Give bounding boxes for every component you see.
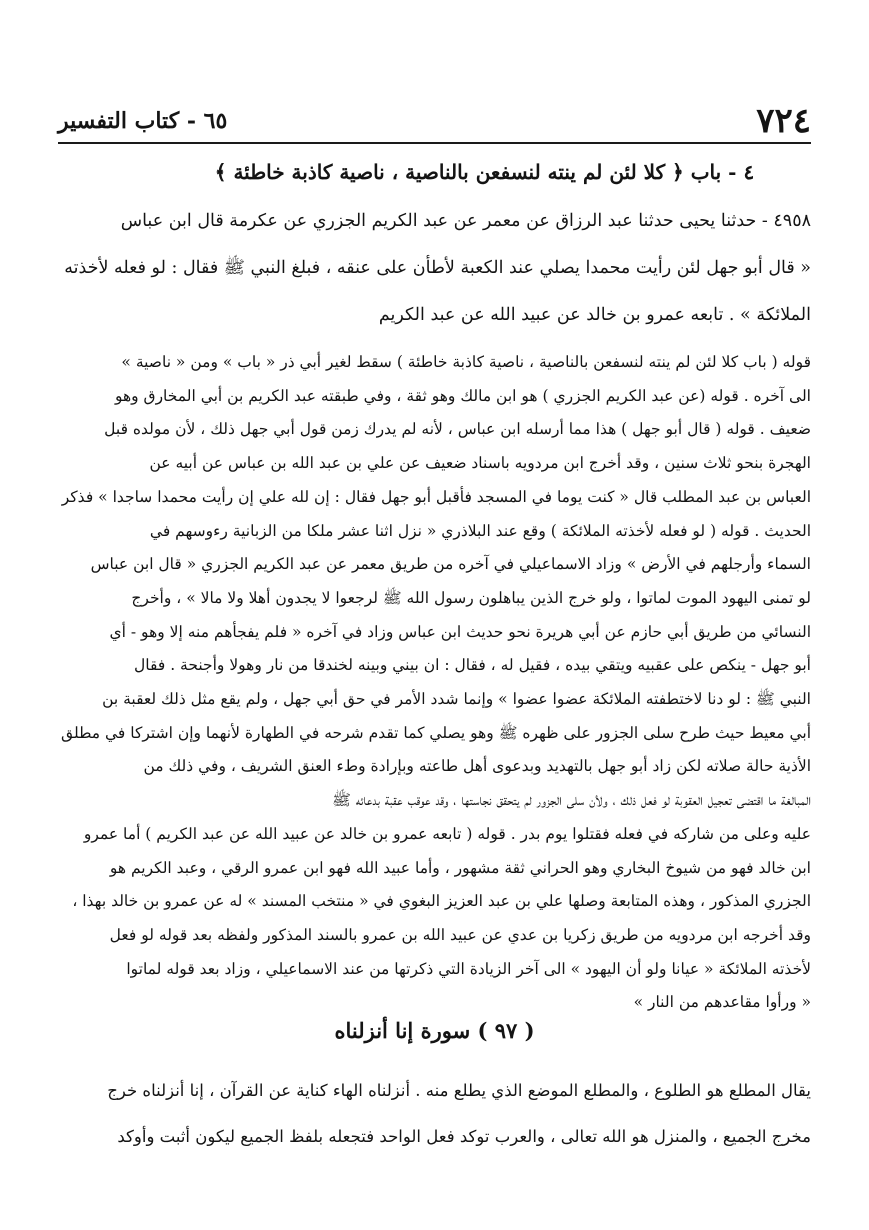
surah-heading: ( ٩٧ ) سورة إنا أنزلناه: [334, 1018, 535, 1043]
running-title: ٦٥ - كتاب التفسير: [58, 108, 228, 134]
commentary-line: لأخذته الملائكة « عيانا ولو أن اليهود » الى آخر الزيادة التي ذكرتها من عند الاسماعيلي ، وزاد بعد قوله لماتوا: [126, 959, 811, 978]
hadith-line: « قال أبو جهل لئن رأيت محمدا يصلي عند الكعبة لأطأن على عنقه ، فبلغ النبي ﷺ فقال : لو فعله لأخذته: [64, 258, 811, 278]
commentary-line: النسائي من طريق أبي حازم عن أبي هريرة نحو حديث ابن عباس وزاد في آخره « فلم يفجأهم منه إلا وهو - أي: [109, 622, 811, 641]
commentary-line: المبالغة ما اقتضى تعجيل العقوبة لو فعل ذلك ، ولأن سلى الجزور لم يتحقق نجاستها ، وقد عوقب عقبة بدعائه ﷺ: [332, 791, 811, 810]
commentary-line: النبي ﷺ : لو دنا لاختطفته الملائكة عضوا عضوا » وإنما شدد الأمر في حق أبي جهل ، ولم يقع مثل ذلك لعقبة بن: [102, 690, 811, 709]
chapter-heading: ٤ - باب ﴿ كلا لئن لم ينته لنسفعن بالناصية ، ناصية كاذبة خاطئة ﴾: [214, 160, 755, 184]
commentary-line: السماء وأرجلهم في الأرض » وزاد الاسماعيلي في آخره من طريق معمر عن عبد الكريم الجزري « قال ابن عباس: [90, 555, 811, 574]
commentary-line: الحديث . قوله ( لو فعله لأخذته الملائكة ) وقع عند البلاذري « نزل اثنا عشر ملكا من الزبانية رءوسهم في: [149, 521, 811, 540]
commentary-line: أبو جهل - ينكص على عقبيه ويتقي بيده ، فقيل له ، فقال : ان بيني وبينه لخندقا من نار وهولا وأجنحة . فقال: [134, 656, 811, 675]
hadith-text: [58, 198, 811, 339]
commentary-text: [58, 346, 811, 1020]
commentary-line: الهجرة بنحو ثلاث سنين ، وقد أخرج ابن مردويه باسناد ضعيف عن علي بن عبد الله بن عباس عن أبيه عن: [149, 454, 811, 473]
commentary-line: الى آخره . قوله (عن عبد الكريم الجزري ) هو ابن مالك وهو ثقة ، وفي طبقته عبد الكريم بن أبي المخارق وهو: [114, 386, 811, 405]
surah-text: [58, 1068, 811, 1160]
surah-line: مخرج الجميع ، والمنزل هو الله تعالى ، والعرب توكد فعل الواحد فتجعله بلفظ الجميع ليكون أثبت وأوكد: [117, 1127, 811, 1146]
hadith-line: ٤٩٥٨ - حدثنا يحيى حدثنا عبد الرزاق عن معمر عن عبد الكريم الجزري عن عكرمة قال ابن عباس: [120, 211, 811, 231]
page-number: ٧٢٤: [756, 101, 811, 141]
commentary-line: ضعيف . قوله ( قال أبو جهل ) هذا مما أرسله ابن عباس ، لأنه لم يدرك زمن قول أبي جهل ذلك ، لأن مولده قبل: [104, 420, 811, 439]
commentary-line: العباس بن عبد المطلب قال « كنت يوما في المسجد فأقبل أبو جهل فقال : إن لله علي إن رأيت محمدا ساجدا » فذكر: [61, 487, 811, 506]
surah-line: يقال المطلع هو الطلوع ، والمطلع الموضع الذي يطلع منه . أنزلناه الهاء كناية عن القرآن ، إنا أنزلناه خرج: [107, 1081, 811, 1100]
commentary-line: قوله ( باب كلا لئن لم ينته لنسفعن بالناصية ، ناصية كاذبة خاطئة ) سقط لغير أبي ذر « باب » ومن « ناصية »: [121, 353, 811, 371]
commentary-line: لو تمنى اليهود الموت لماتوا ، ولو خرج الذين يباهلون رسول الله ﷺ لرجعوا لا يجدون أهلا ولا مالا » ، وأخرج: [131, 588, 811, 607]
commentary-line: أبي معيط حيث طرح سلى الجزور على ظهره ﷺ وهو يصلي كما تقدم شرحه في الطهارة لأنهما وإن اشتركا في مطلق: [61, 723, 811, 742]
page-header: [58, 100, 811, 144]
commentary-line: وقد أخرجه ابن مردويه من طريق زكريا بن عدي عن عبيد الله بن عمرو بالسند المذكور ولفظه بعد قوله لو فعل: [109, 925, 811, 944]
commentary-line: عليه وعلى من شاركه في فعله فقتلوا يوم بدر . قوله ( تابعه عمرو بن خالد عن عبيد الله عن عبد الكريم ) أما عمرو: [83, 824, 811, 843]
commentary-line: الجزري المذكور ، وهذه المتابعة وصلها علي بن عبد العزيز البغوي في « منتخب المسند » له عن عمرو بن خالد بهذا ،: [72, 892, 811, 911]
commentary-line: الأذية حالة صلاته لكن زاد أبو جهل بالتهديد وبدعوى أهل طاعته وبإرادة وطء العنق الشريف ، وفي ذلك من: [143, 757, 811, 776]
commentary-line: ابن خالد فهو من شيوخ البخاري وهو الحراني ثقة مشهور ، وأما عبيد الله فهو ابن عمرو الرقي ، وعبد الكريم هو: [109, 858, 811, 877]
hadith-line: الملائكة » . تابعه عمرو بن خالد عن عبيد الله عن عبد الكريم: [378, 305, 811, 325]
commentary-line: « ورأوا مقاعدهم من النار »: [633, 993, 811, 1012]
